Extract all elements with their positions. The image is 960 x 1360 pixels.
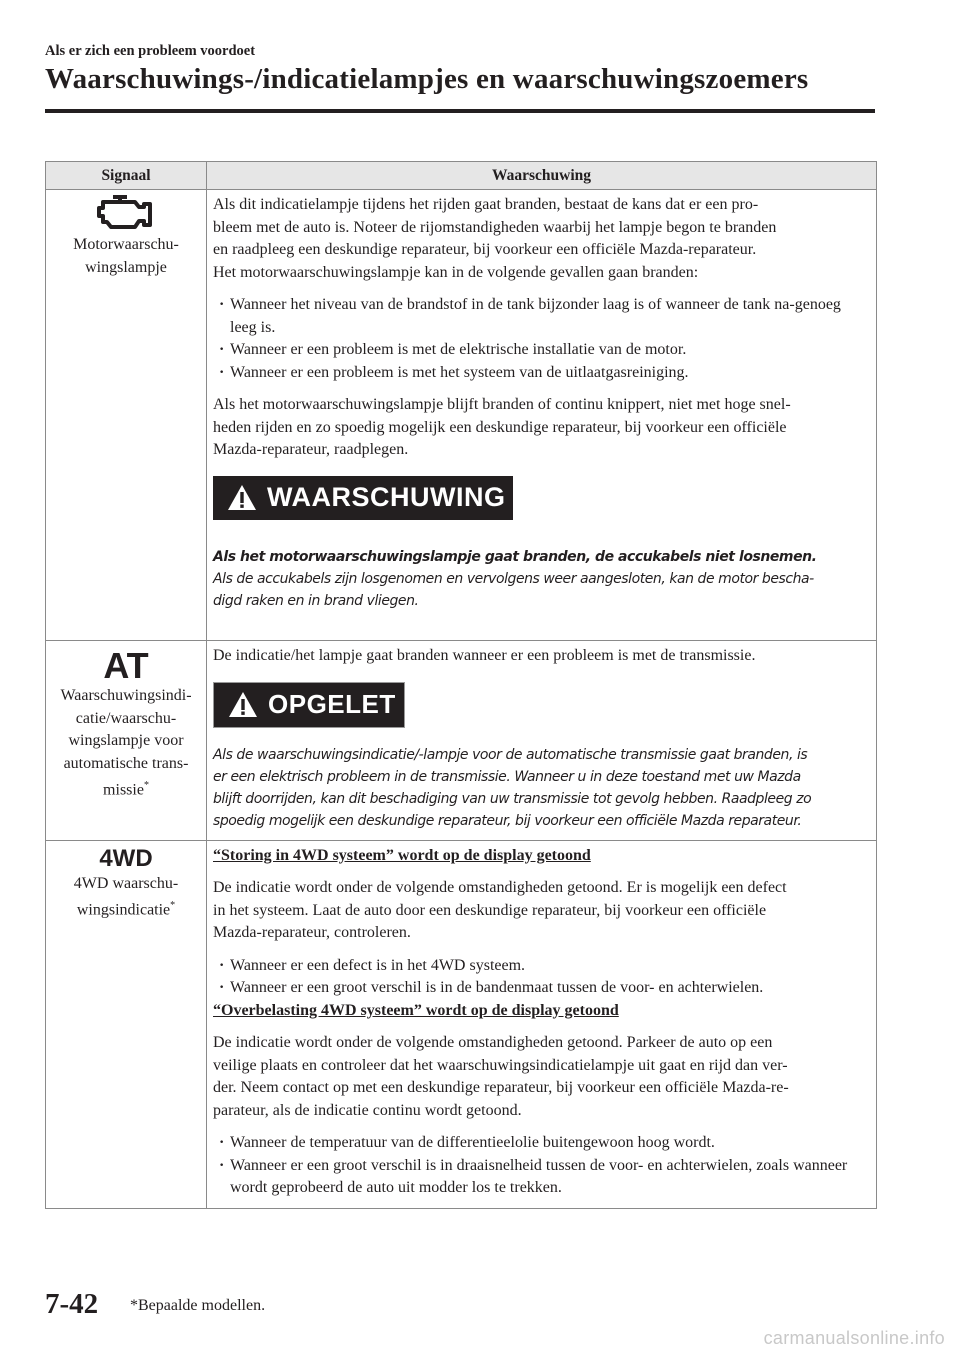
header-rule — [45, 109, 875, 113]
paragraph-line: Als dit indicatielampje tijdens het rijden gaat branden, bestaat de kans dat er een pro- — [213, 196, 759, 213]
paragraph-line: in het systeem. Laat de auto door een deskundige reparateur, bij voorkeur een officiële — [213, 901, 767, 919]
note-line: digd raken en in brand vliegen. — [213, 592, 419, 609]
note-line: Als de accukabels zijn losgenomen en vervolgens weer aangesloten, kan de motor bescha- — [213, 570, 814, 587]
caution-banner: OPGELET — [213, 682, 405, 728]
table-header-row — [46, 162, 877, 190]
signal-cell-at — [46, 641, 207, 841]
page-header — [45, 42, 875, 96]
at-icon: AT — [103, 645, 149, 686]
paragraph-line: Mazda-reparateur, raadplegen. — [213, 441, 409, 458]
list-item: · Wanneer er een groot verschil is in draaisnelheid tussen de voor- en achterwielen, zoals wanneer wordt geprobeerd de auto uit modder los te trekken. — [219, 1156, 848, 1196]
4wd-icon: 4WD — [99, 844, 153, 872]
note-line: er een elektrisch probleem in de transmissie. Wanneer u in deze toestand met uw Mazda — [213, 768, 801, 785]
list-item: · Wanneer er een groot verschil is in de bandenmaat tussen de voor- en achterwielen. — [219, 979, 764, 996]
paragraph-line: en raadpleeg een deskundige reparateur, bij voorkeur een officiële Mazda-reparateur. — [213, 241, 757, 258]
paragraph-line: Mazda-reparateur, controleren. — [213, 924, 411, 941]
list-item: · Wanneer er een defect is in het 4WD systeem. — [219, 956, 526, 974]
signal-cell-4wd — [46, 840, 207, 1208]
paragraph-line: heden rijden en zo spoedig mogelijk een deskundige reparateur, bij voorkeur een officiële — [213, 418, 787, 436]
note-bold-line: Als het motorwaarschuwingslampje gaat branden, de accukabels niet losnemen. — [213, 548, 817, 565]
page-number: 7-42 — [45, 1288, 99, 1320]
col-signal-header: Signaal — [46, 162, 207, 190]
warning-cell-engine — [207, 190, 877, 641]
paragraph-line: De indicatie wordt onder de volgende omstandigheden getoond. Er is mogelijk een defect — [213, 879, 787, 896]
table-row — [46, 190, 877, 641]
warning-table — [45, 161, 877, 1209]
warning-note — [213, 546, 870, 612]
subheading: “Storing in 4WD systeem” wordt op de display getoond — [213, 846, 591, 864]
table-row — [46, 641, 877, 841]
signal-label: Waarschuwingsindi-catie/waarschu-wingslampje voor automatische trans-missie* — [60, 687, 192, 799]
paragraph-line: der. Neem contact op met een deskundige reparateur, bij voorkeur een officiële Mazda-re- — [213, 1079, 789, 1096]
list-item: · Wanneer er een probleem is met het systeem van de uitlaatgasreiniging. — [219, 363, 689, 381]
watermark: carmanualsonline.info — [763, 1328, 945, 1348]
warning-triangle-icon — [227, 484, 257, 511]
paragraph-line: veilige plaats en controleer dat het waarschuwingsindicatielampje uit gaat en rijd dan ver- — [213, 1056, 788, 1074]
signal-label: Motorwaarschu-wingslampje — [73, 236, 179, 276]
col-warning-header: Waarschuwing — [207, 162, 877, 190]
bullet-list — [213, 1132, 870, 1200]
paragraph-line: parateur, als de indicatie continu wordt getoond. — [213, 1101, 522, 1119]
note-line: spoedig mogelijk een deskundige reparateur, bij voorkeur een officiële Mazda reparateur. — [213, 812, 802, 829]
warning-triangle-icon — [228, 691, 258, 718]
paragraph-line: De indicatie/het lampje gaat branden wanneer er een probleem is met de transmissie. — [213, 647, 756, 664]
bullet-list — [213, 294, 870, 384]
list-item: · Wanneer het niveau van de brandstof in de tank bijzonder laag is of wanneer de tank na-genoeg leeg is. — [219, 296, 841, 336]
list-item: · Wanneer er een probleem is met de elektrische installatie van de motor. — [219, 341, 687, 358]
subheading: “Overbelasting 4WD systeem” wordt op de display getoond — [213, 1001, 619, 1019]
list-item: · Wanneer de temperatuur van de differentieelolie buitengewoon hoog wordt. — [219, 1134, 715, 1151]
section-title: Als er zich een probleem voordoet — [45, 43, 256, 59]
page-title: Waarschuwings-/indicatielampjes en waarschuwingszoemers — [45, 63, 809, 95]
bullet-list — [213, 955, 870, 1000]
caution-note — [213, 744, 870, 832]
warning-cell-4wd — [207, 840, 877, 1208]
paragraph-line: bleem met de auto is. Noteer de rijomstandigheden waarbij het lampje begon te branden — [213, 218, 777, 236]
paragraph-line: De indicatie wordt onder de volgende omstandigheden getoond. Parkeer de auto op een — [213, 1034, 773, 1051]
note-line: blijft doorrijden, kan dit beschadiging van uw transmissie tot gevolg hebben. Raadpleeg zo — [213, 790, 812, 807]
table-row — [46, 840, 877, 1208]
paragraph-line: Als het motorwaarschuwingslampje blijft branden of continu knippert, niet met hoge snel- — [213, 396, 791, 413]
engine-icon — [97, 194, 155, 230]
warning-banner: WAARSCHUWING — [213, 476, 513, 520]
signal-cell-engine — [46, 190, 207, 641]
note-line: Als de waarschuwingsindicatie/-lampje voor de automatische transmissie gaat branden, is — [213, 746, 808, 763]
paragraph-line: Het motorwaarschuwingslampje kan in de volgende gevallen gaan branden: — [213, 263, 699, 281]
footnote: *Bepaalde modellen. — [130, 1297, 266, 1314]
signal-label: 4WD waarschu-wingsindicatie* — [73, 874, 179, 919]
warning-cell-at — [207, 641, 877, 841]
